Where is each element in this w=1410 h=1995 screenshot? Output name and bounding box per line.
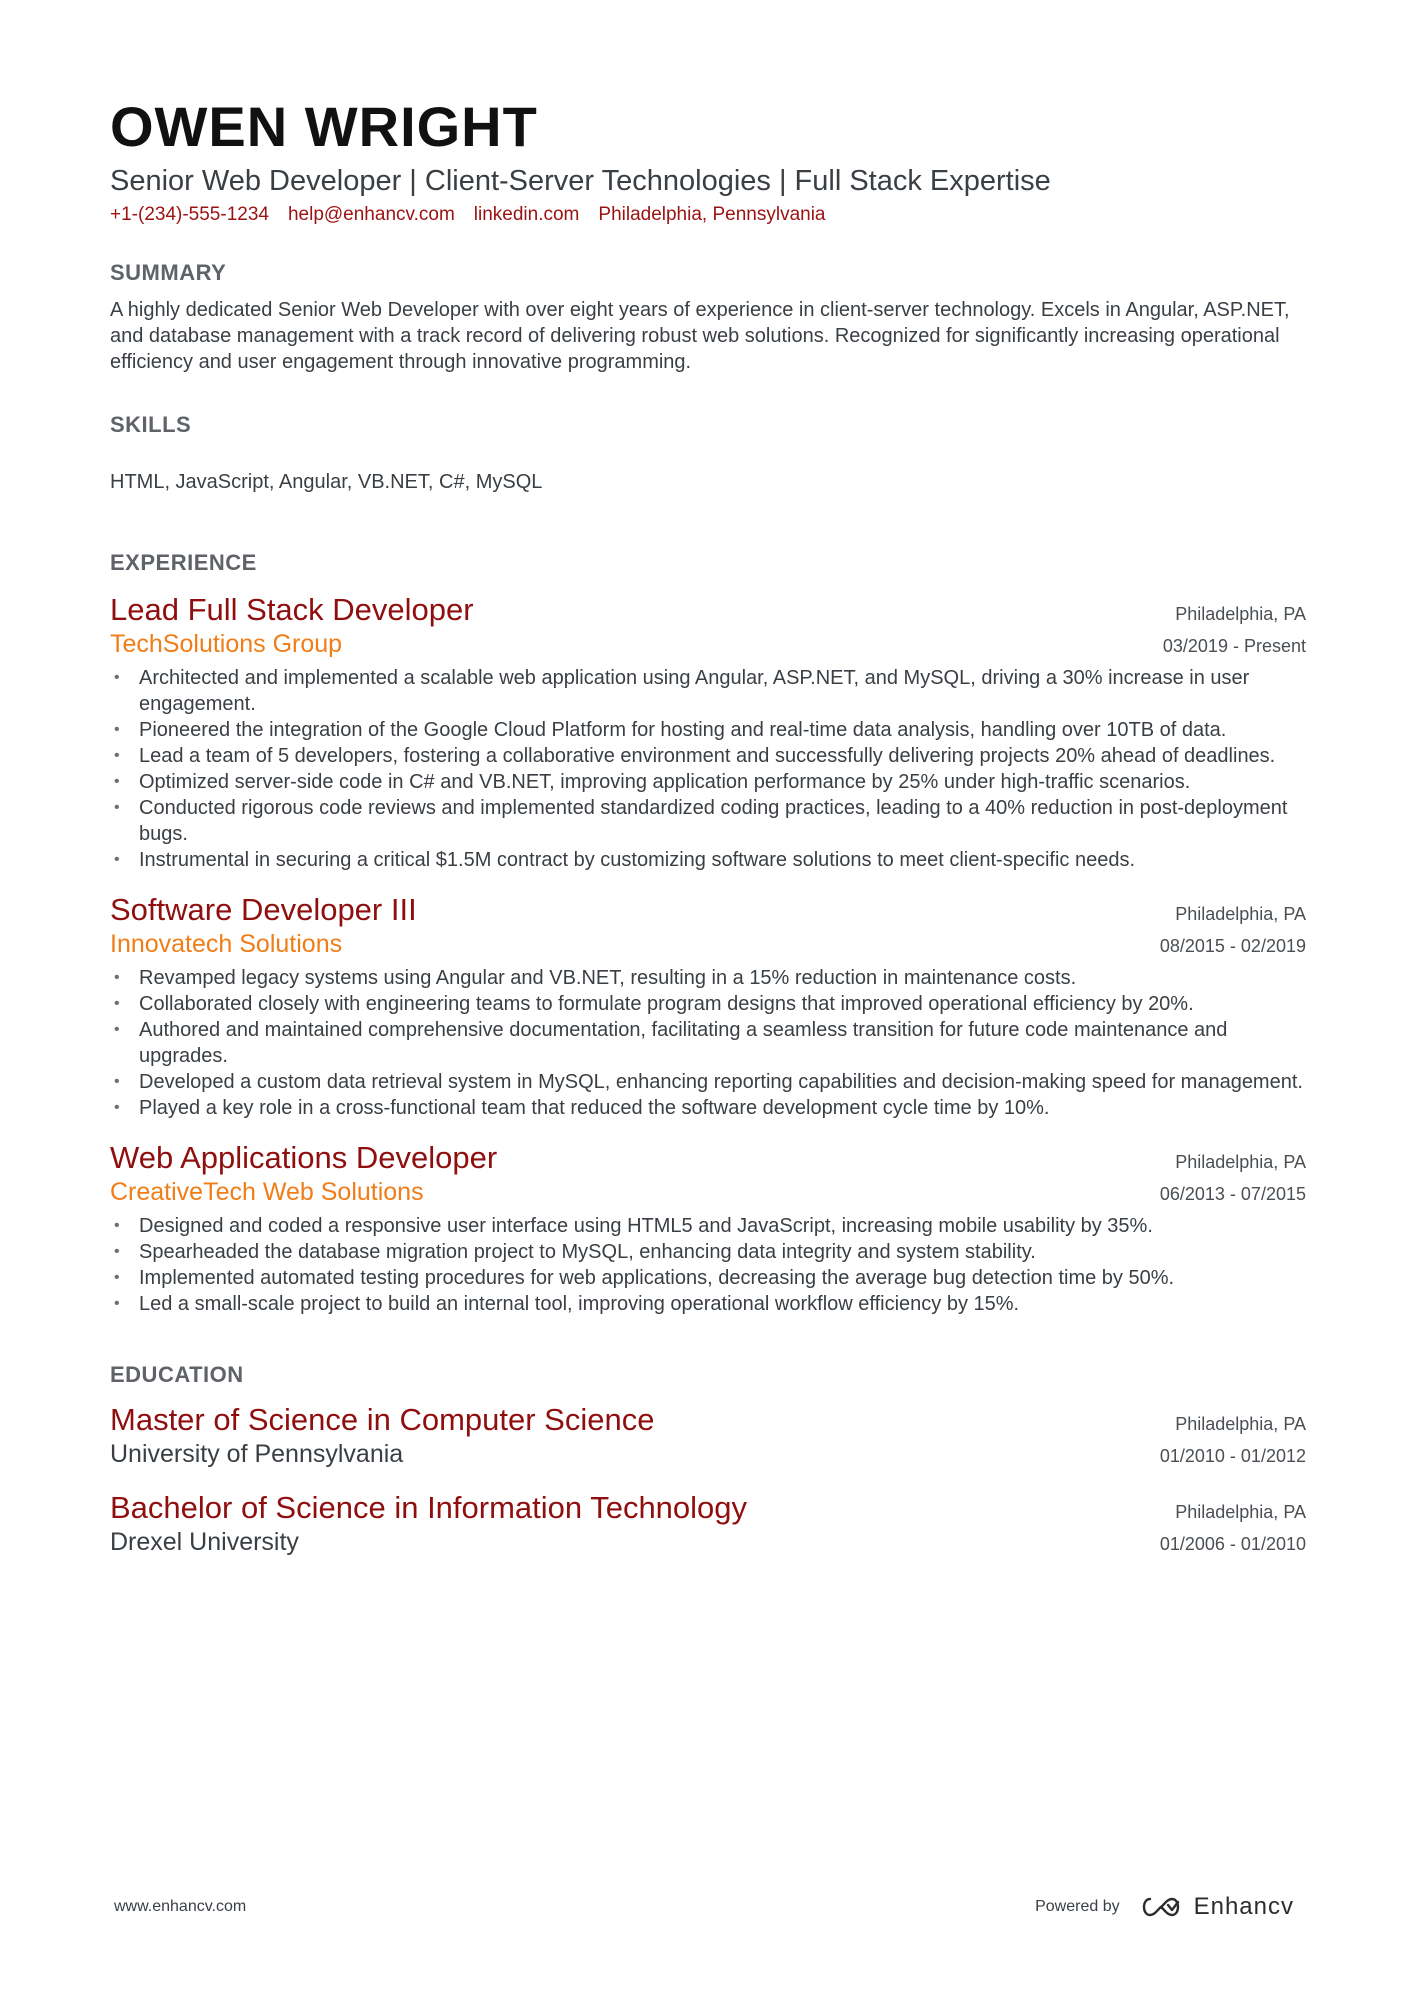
resume-header — [110, 95, 1306, 227]
school-name: University of Pennsylvania — [110, 1440, 404, 1468]
bullet-dot-icon: • — [114, 995, 120, 1012]
bullet-item: • Conducted rigorous code reviews and implemented standardized coding practices, leading to a 40% reduction in post-deployment bugs. — [114, 797, 1288, 845]
school-name: Drexel University — [110, 1528, 299, 1556]
bullet-dot-icon: • — [114, 1269, 120, 1286]
experience-entry — [110, 591, 1306, 873]
education-location: Philadelphia, PA — [1175, 1502, 1306, 1522]
bullet-item: • Authored and maintained comprehensive documentation, facilitating a seamless transition for future code maintenance and upgrades. — [114, 1019, 1228, 1067]
bullet-item: • Instrumental in securing a critical $1.5M contract by customizing software solutions to meet client-specific needs. — [114, 849, 1135, 871]
education-section — [110, 1361, 1306, 1557]
bullet-item: • Developed a custom data retrieval system in MySQL, enhancing reporting capabilities and decision-making speed for management. — [114, 1071, 1303, 1093]
bullet-item: • Designed and coded a responsive user interface using HTML5 and JavaScript, increasing mobile usability by 35%. — [114, 1215, 1153, 1237]
bullet-item: • Led a small-scale project to build an internal tool, improving operational workflow efficiency by 15%. — [114, 1293, 1020, 1315]
bullet-dot-icon: • — [114, 851, 120, 868]
candidate-name: OWEN WRIGHT — [110, 95, 538, 158]
enhancv-logo-icon — [1138, 1895, 1184, 1919]
bullet-dot-icon: • — [114, 969, 120, 986]
experience-entry — [110, 891, 1306, 1121]
job-bullets — [110, 665, 1306, 873]
contact-phone[interactable]: +1-(234)-555-1234 — [110, 204, 269, 225]
bullet-item: • Pioneered the integration of the Google Cloud Platform for hosting and real-time data analysis, handling over 10TB of data. — [114, 719, 1227, 741]
skills-section — [110, 411, 1306, 495]
company-name: TechSolutions Group — [110, 630, 343, 658]
company-name: Innovatech Solutions — [110, 930, 343, 958]
contact-info — [110, 203, 1306, 227]
job-dates: 06/2013 - 07/2015 — [1159, 1184, 1306, 1204]
education-location: Philadelphia, PA — [1175, 1414, 1306, 1434]
experience-section — [110, 549, 1306, 1317]
contact-email[interactable]: help@enhancv.com — [287, 204, 455, 225]
experience-entry — [110, 1139, 1306, 1317]
bullet-item: • Revamped legacy systems using Angular and VB.NET, resulting in a 15% reduction in maintenance costs. — [114, 967, 1077, 989]
skills-title: SKILLS — [110, 412, 192, 437]
degree-title: Master of Science in Computer Science — [110, 1402, 655, 1437]
bullet-dot-icon: • — [114, 773, 120, 790]
summary-title: SUMMARY — [110, 260, 227, 285]
contact-location: Philadelphia, Pennsylvania — [598, 204, 826, 225]
contact-linkedin[interactable]: linkedin.com — [473, 204, 580, 225]
job-bullets — [110, 965, 1306, 1121]
bullet-dot-icon: • — [114, 669, 120, 686]
bullet-dot-icon: • — [114, 799, 120, 816]
powered-by — [1035, 1893, 1294, 1921]
enhancv-brand-name: Enhancv — [1193, 1893, 1294, 1920]
bullet-item: • Spearheaded the database migration project to MySQL, enhancing data integrity and system stability. — [114, 1241, 1036, 1263]
page-footer — [114, 1893, 1294, 1921]
company-name: CreativeTech Web Solutions — [110, 1178, 424, 1206]
candidate-headline: Senior Web Developer | Client-Server Technologies | Full Stack Expertise — [110, 165, 1051, 197]
bullet-item: • Architected and implemented a scalable web application using Angular, ASP.NET, and MySQL, driving a 30% increase in user engagement. — [114, 667, 1250, 715]
job-dates: 03/2019 - Present — [1162, 636, 1306, 656]
bullet-item: • Optimized server-side code in C# and VB.NET, improving application performance by 25% under high-traffic scenarios. — [114, 771, 1191, 793]
education-entry — [110, 1401, 1306, 1469]
enhancv-brand[interactable] — [1138, 1893, 1294, 1921]
bullet-dot-icon: • — [114, 721, 120, 738]
bullet-item: • Lead a team of 5 developers, fostering a collaborative environment and successfully delivering projects 20% ahead of deadlines. — [114, 745, 1276, 767]
job-dates: 08/2015 - 02/2019 — [1159, 936, 1306, 956]
bullet-dot-icon: • — [114, 1073, 120, 1090]
powered-by-label: Powered by — [1035, 1898, 1120, 1915]
bullet-item: • Played a key role in a cross-functional team that reduced the software development cycle time by 10%. — [114, 1097, 1050, 1119]
skills-list: HTML, JavaScript, Angular, VB.NET, C#, MySQL — [110, 471, 543, 493]
job-title: Software Developer III — [110, 892, 417, 927]
job-location: Philadelphia, PA — [1175, 904, 1306, 924]
job-location: Philadelphia, PA — [1175, 604, 1306, 624]
summary-section — [110, 259, 1306, 375]
bullet-item: • Implemented automated testing procedures for web applications, decreasing the average bug detection time by 50%. — [114, 1267, 1175, 1289]
education-dates: 01/2006 - 01/2010 — [1159, 1534, 1306, 1554]
bullet-dot-icon: • — [114, 1217, 120, 1234]
footer-website-link[interactable]: www.enhancv.com — [114, 1898, 247, 1915]
bullet-dot-icon: • — [114, 1243, 120, 1260]
job-title: Lead Full Stack Developer — [110, 592, 474, 627]
job-location: Philadelphia, PA — [1175, 1152, 1306, 1172]
bullet-dot-icon: • — [114, 747, 120, 764]
degree-title: Bachelor of Science in Information Technology — [110, 1490, 748, 1525]
education-dates: 01/2010 - 01/2012 — [1159, 1446, 1306, 1466]
bullet-dot-icon: • — [114, 1099, 120, 1116]
bullet-item: • Collaborated closely with engineering teams to formulate program designs that improved operational efficiency by 20%. — [114, 993, 1194, 1015]
education-title: EDUCATION — [110, 1362, 244, 1387]
experience-title: EXPERIENCE — [110, 550, 257, 575]
job-title: Web Applications Developer — [110, 1140, 498, 1175]
bullet-dot-icon: • — [114, 1021, 120, 1038]
bullet-dot-icon: • — [114, 1295, 120, 1312]
resume-page — [110, 95, 1306, 1557]
education-entry — [110, 1489, 1306, 1557]
summary-text: A highly dedicated Senior Web Developer with over eight years of experience in client-server technology. Excels in Angular, ASP.NET, and database management with a track record of delivering robust web solutions. Recognized for significantly increasing operational efficiency and user engagement through innovative programming. — [110, 299, 1290, 373]
job-bullets — [110, 1213, 1306, 1317]
